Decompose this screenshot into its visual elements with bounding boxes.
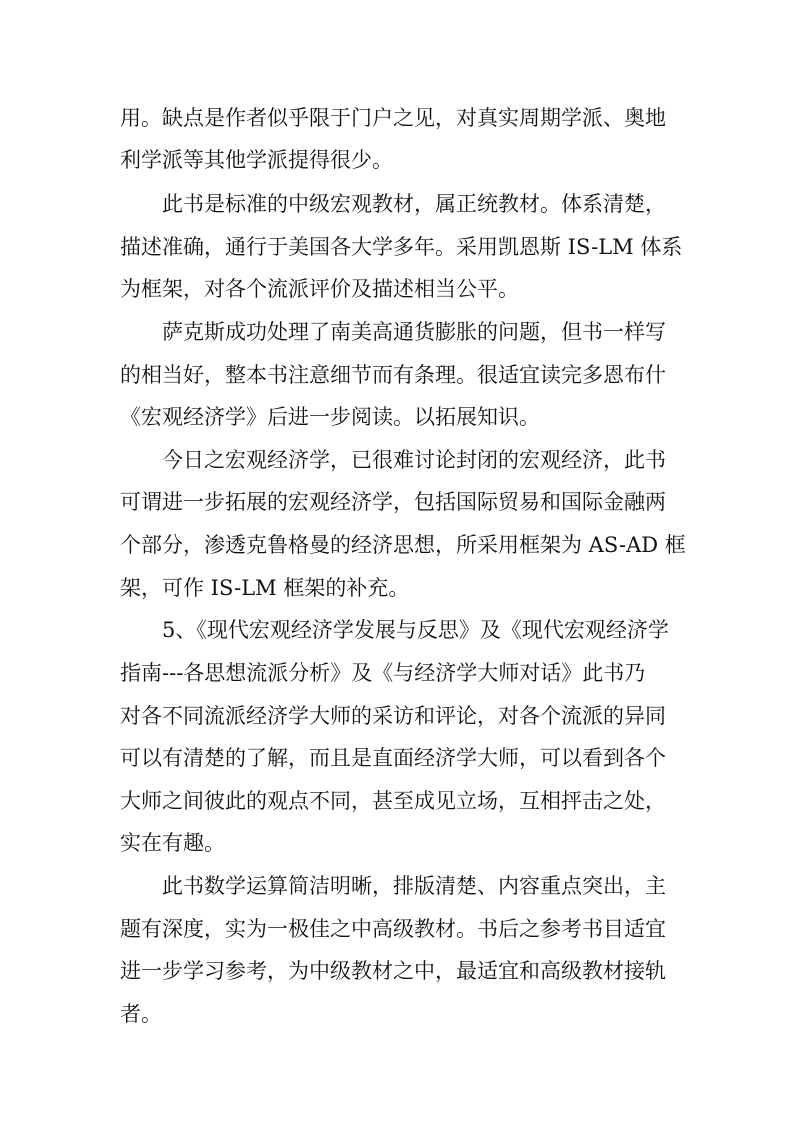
paragraph-first-line: 此书数学运算简洁明晰，排版清楚、内容重点突出，主: [162, 874, 666, 898]
text-line: 大师之间彼此的观点不同，甚至成见立场，互相抨击之处，: [120, 789, 666, 813]
text-line: 实在有趣。: [120, 831, 225, 855]
text-line: 描述准确，通行于美国各大学多年。采用凯恩斯 IS-LM 体系: [120, 235, 683, 259]
text-line: 题有深度，实为一极佳之中高级教材。书后之参考书目适宜: [120, 917, 666, 941]
text-line: 的相当好，整本书注意细节而有条理。很适宜读完多恩布什: [120, 363, 666, 387]
text-line: 者。: [120, 1002, 162, 1026]
text-line: 《宏观经济学》后进一步阅读。以拓展知识。: [120, 405, 540, 429]
text-line: 可谓进一步拓展的宏观经济学，包括国际贸易和国际金融两: [120, 490, 666, 514]
text-line: 用。缺点是作者似乎限于门户之见，对真实周期学派、奥地: [120, 106, 666, 130]
text-line: 利学派等其他学派提得很少。: [120, 148, 393, 172]
paragraph-first-line: 萨克斯成功处理了南美高通货膨胀的问题，但书一样写: [162, 320, 666, 344]
paragraph-first-line: 5、《现代宏观经济学发展与反思》及《现代宏观经济学: [162, 618, 669, 642]
text-line: 进一步学习参考，为中级教材之中，最适宜和高级教材接轨: [120, 959, 666, 983]
text-line: 可以有清楚的了解，而且是直面经济学大师，可以看到各个: [120, 746, 666, 770]
text-line: 架，可作 IS-LM 框架的补充。: [120, 576, 410, 600]
text-line: 为框架，对各个流派评价及描述相当公平。: [120, 277, 519, 301]
text-line: 对各不同流派经济学大师的采访和评论，对各个流派的异同: [120, 704, 666, 728]
text-line: 指南---各思想流派分析》及《与经济学大师对话》此书乃: [120, 661, 646, 685]
paragraph-first-line: 此书是标准的中级宏观教材，属正统教材。体系清楚，: [162, 192, 666, 216]
text-line: 个部分，渗透克鲁格曼的经济思想，所采用框架为 AS-AD 框: [120, 533, 686, 557]
paragraph-first-line: 今日之宏观经济学，已很难讨论封闭的宏观经济，此书: [162, 448, 666, 472]
